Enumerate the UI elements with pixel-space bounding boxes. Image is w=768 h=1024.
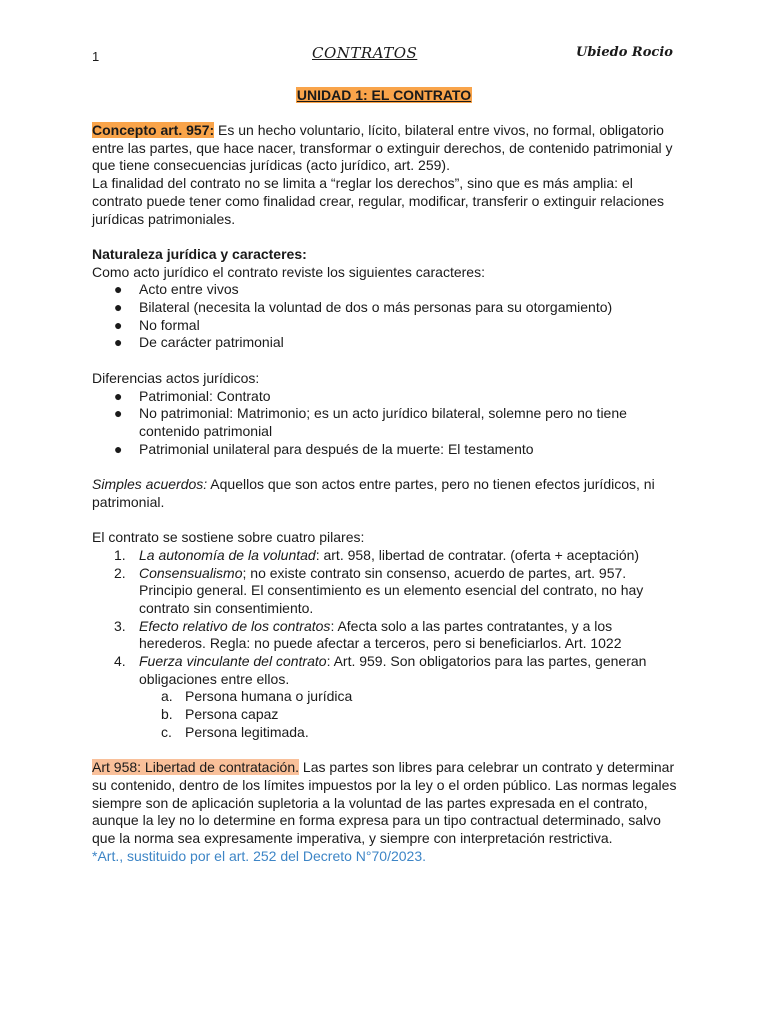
pilares-intro: El contrato se sostiene sobre cuatro pilares: (92, 529, 365, 546)
list-item (92, 706, 682, 724)
naturaleza-intro: Como acto jurídico el contrato reviste los siguientes caracteres: (92, 263, 485, 280)
decreto-note: *Art., sustituido por el art. 252 del Decreto N°70/2023. (92, 847, 427, 864)
pilar-text: : art. 958, libertad de contratar. (oferta + aceptación) (315, 546, 640, 563)
art958-text: Las partes son libres para celebrar un contrato y determinar su contenido, dentro de los límites impuestos por la ley o el orden público. Las normas legales siempre son de aplicación supletoria a la voluntad de las partes expresada en el contrato, aunque la ley no lo determine en forma expresa para un tipo contractual determinado, salvo que la norma sea expresamente imperativa, y siempre con interpretación restrictiva. (92, 759, 677, 847)
list-number: 1. (114, 546, 126, 563)
list-item-text: Acto entre vivos (139, 281, 239, 298)
list-number: 2. (114, 564, 126, 581)
bullet-icon: ● (114, 440, 123, 457)
art958-paragraph (92, 759, 682, 848)
list-item-text: Persona humana o jurídica (185, 688, 353, 705)
bullet-icon: ● (114, 334, 123, 351)
diferencias-list (92, 388, 682, 459)
pilar-term: Fuerza vinculante del contrato (139, 653, 327, 670)
list-item (92, 281, 682, 299)
list-item (92, 334, 682, 352)
list-item-text: Persona capaz (185, 706, 279, 723)
list-number: 3. (114, 617, 126, 634)
document-title: CONTRATOS (312, 44, 418, 62)
bullet-icon: ● (114, 281, 123, 298)
author-name: Ubiedo Rocio (576, 45, 673, 60)
fuerza-sublist (92, 688, 682, 741)
concepto-paragraph (92, 122, 682, 175)
bullet-icon: ● (114, 387, 123, 404)
list-letter: b. (161, 706, 173, 723)
list-number: 4. (114, 653, 126, 670)
concepto-label: Concepto art. 957: (92, 122, 215, 138)
simples-text: Aquellos que son actos entre partes, pero no tienen efectos jurídicos, ni patrimonial. (92, 476, 655, 510)
bullet-icon: ● (114, 316, 123, 333)
list-item-text: De carácter patrimonial (139, 334, 284, 351)
concepto-text: Es un hecho voluntario, lícito, bilateral entre vivos, no formal, obligatorio entre las partes, que hace nacer, transformar o extinguir derechos, de contenido patrimonial y que tiene consecuencias jurídicas (acto jurídico, art. 259). (92, 122, 673, 174)
document-body (92, 122, 682, 865)
pilar-term: Efecto relativo de los contratos (139, 617, 331, 634)
pilar-term: Consensualismo (139, 564, 243, 581)
page-header (0, 44, 768, 68)
pilares-list (92, 547, 682, 689)
simples-label: Simples acuerdos: (92, 476, 208, 493)
list-item-text: Bilateral (necesita la voluntad de dos o más personas para su otorgamiento) (139, 299, 613, 316)
list-item-text: Patrimonial unilateral para después de la muerte: El testamento (139, 440, 534, 457)
list-item (92, 724, 682, 742)
naturaleza-heading: Naturaleza jurídica y caracteres: (92, 245, 307, 262)
list-item-text: No formal (139, 316, 200, 333)
list-item (92, 547, 682, 565)
list-item (92, 317, 682, 335)
list-letter: c. (161, 723, 172, 740)
pilar-text: : Afecta solo a las partes contratantes, y a los herederos. Regla: no puede afectar a terceros, pero si beneficiarlos. Art. 1022 (139, 617, 622, 652)
list-item-text: Persona legitimada. (185, 723, 309, 740)
list-item (92, 441, 682, 459)
caracteres-list (92, 281, 682, 352)
list-item (92, 653, 682, 688)
list-item (92, 618, 682, 653)
list-item (92, 388, 682, 406)
pilar-term: La autonomía de la voluntad (139, 546, 316, 563)
diferencias-heading: Diferencias actos jurídicos: (92, 369, 260, 386)
pilar-text: ; no existe contrato sin consenso, acuerdo de partes, art. 957. Principio general. El consentimiento es un elemento esencial del contrato, no hay contrato sin consentimiento. (139, 564, 644, 616)
list-item (92, 565, 682, 618)
page-number: 1 (92, 49, 100, 64)
list-item-text: No patrimonial: Matrimonio; es un acto jurídico bilateral, solemne pero no tiene contenido patrimonial (139, 405, 627, 439)
unit-title (0, 87, 768, 103)
list-item (92, 405, 682, 440)
bullet-icon: ● (114, 405, 123, 422)
art958-label: Art 958: Libertad de contratación. (92, 759, 300, 776)
simples-paragraph (92, 476, 682, 511)
unit-title-text: UNIDAD 1: EL CONTRATO (296, 87, 472, 103)
pilar-text: : Art. 959. Son obligatorios para las partes, generan obligaciones entre ellos. (139, 653, 647, 687)
finalidad-paragraph: La finalidad del contrato no se limita a “reglar los derechos”, sino que es más amplia: el contrato puede tener como finalidad crear, regular, modificar, transferir o extinguir relaciones jurídicas patrimoniales. (92, 175, 664, 227)
bullet-icon: ● (114, 299, 123, 316)
list-item-text: Patrimonial: Contrato (139, 387, 271, 404)
list-item (92, 688, 682, 706)
list-item (92, 299, 682, 317)
list-letter: a. (161, 688, 173, 705)
